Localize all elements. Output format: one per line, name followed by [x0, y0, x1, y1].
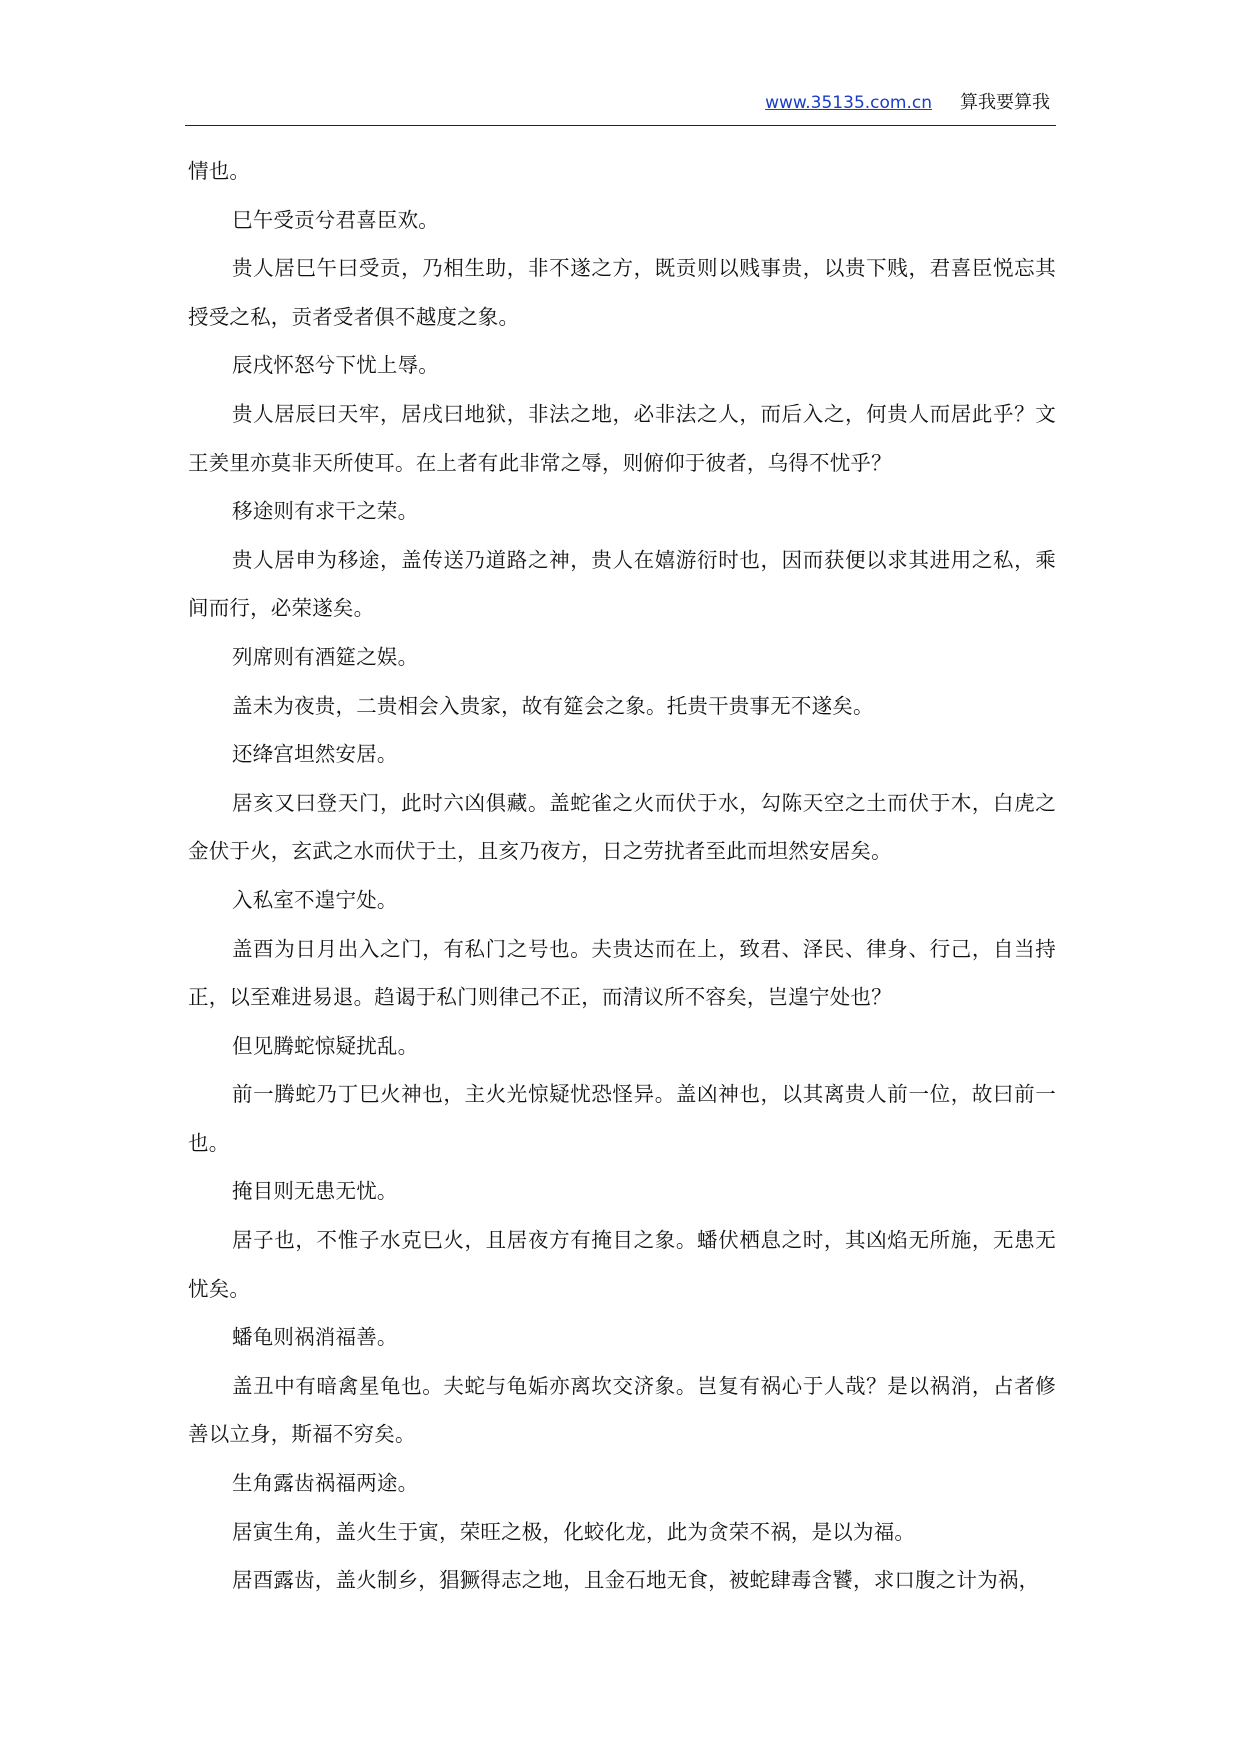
verse-line: 辰戌怀怒兮下忧上辱。: [232, 353, 439, 378]
verse-line: 入私室不遑宁处。: [232, 887, 398, 912]
verse-line: 还绛宫坦然安居。: [232, 742, 398, 767]
verse-line: 生角露齿祸福两途。: [232, 1471, 419, 1496]
verse-line: 列席则有酒筵之娱。: [232, 644, 419, 669]
paragraph: 居酉露齿，盖火制乡，猖獗得志之地，且金石地无食，被蛇肆毒含饕，求口腹之计为祸，: [232, 1568, 1040, 1593]
page-header: [185, 82, 1056, 126]
paragraph: 贵人居辰曰天牢，居戌曰地狱，非法之地，必非法之人，而后入之，何贵人而居此乎？文王羑里亦莫非天所使耳。在上者有此非常之辱，则俯仰于彼者，乌得不忧乎？: [188, 401, 1056, 475]
verse-line: 掩目则无患无忧。: [232, 1179, 398, 1204]
paragraph: 盖未为夜贵，二贵相会入贵家，故有筵会之象。托贵干贵事无不遂矣。: [232, 693, 874, 718]
site-name: 算我要算我: [960, 92, 1050, 113]
document-body: [188, 147, 1056, 1605]
paragraph: 情也。: [188, 159, 251, 183]
paragraph: 前一腾蛇乃丁巳火神也，主火光惊疑忧恐怪异。盖凶神也，以其离贵人前一位，故曰前一也。: [188, 1082, 1056, 1155]
paragraph: 盖丑中有暗禽星龟也。夫蛇与龟姤亦离坎交济象。岂复有祸心于人哉？是以祸消，占者修善以立身，斯福不穷矣。: [188, 1373, 1056, 1447]
paragraph: 贵人居巳午曰受贡，乃相生助，非不遂之方，既贡则以贱事贵，以贵下贱，君喜臣悦忘其授受之私，贡者受者俱不越度之象。: [188, 256, 1056, 329]
paragraph: 贵人居申为移途，盖传送乃道路之神，贵人在嬉游衍时也，因而获便以求其进用之私，乘间而行，必荣遂矣。: [188, 547, 1056, 621]
paragraph: 居亥又曰登天门，此时六凶俱藏。盖蛇雀之火而伏于水，勾陈天空之土而伏于木，白虎之金伏于火，玄武之水而伏于土，且亥乃夜方，日之劳扰者至此而坦然安居矣。: [188, 790, 1056, 864]
verse-line: 巳午受贡兮君喜臣欢。: [232, 207, 439, 232]
site-url-link[interactable]: www.35135.com.cn: [765, 93, 932, 113]
verse-line: 但见腾蛇惊疑扰乱。: [232, 1033, 419, 1058]
paragraph: 盖酉为日月出入之门，有私门之号也。夫贵达而在上，致君、泽民、律身、行己，自当持正，以至难进易退。趋谒于私门则律己不正，而清议所不容矣，岂遑宁处也？: [188, 936, 1056, 1010]
verse-line: 移途则有求干之荣。: [232, 499, 419, 524]
paragraph: 居子也，不惟子水克巳火，且居夜方有掩目之象。蟠伏栖息之时，其凶焰无所施，无患无忧矣。: [188, 1228, 1056, 1301]
paragraph: 居寅生角，盖火生于寅，荣旺之极，化蛟化龙，此为贪荣不祸，是以为福。: [232, 1519, 916, 1544]
header-right: [765, 88, 1050, 114]
verse-line: 蟠龟则祸消福善。: [232, 1325, 398, 1350]
